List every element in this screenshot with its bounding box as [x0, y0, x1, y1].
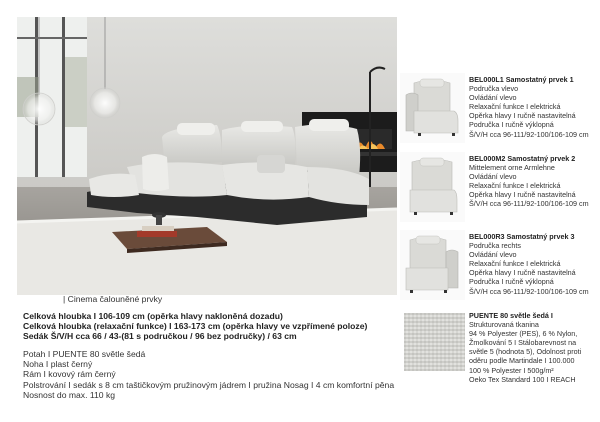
dimension-line-2: Celková hloubka (relaxační funkce) I 163-173 cm (opěrka hlavy ve vzpřímené poloze)	[23, 321, 368, 332]
living-room-scene	[17, 17, 397, 295]
module-2-line-1: Mittelement orne Armlehne	[469, 163, 555, 173]
fabric-line-4: světle 5 (hodnota 5), Odolnost proti	[469, 347, 582, 357]
spec-line-2: Noha I plast černý	[23, 359, 93, 370]
fabric-line-3: Žmolkování 5 I Stálobarevnost na	[469, 338, 577, 348]
spec-line-1: Potah I PUENTE 80 světle šedá	[23, 349, 146, 359]
module-3-image	[400, 230, 465, 300]
module-2-line-3: Relaxační funkce I elektrická	[469, 181, 561, 191]
dimensions-block	[23, 311, 367, 342]
module-3-line-3: Relaxační funkce I elektrická	[469, 259, 561, 269]
module-1-line-3: Relaxační funkce I elektrická	[469, 102, 561, 112]
fabric-line-7: Oeko Tex Standard 100 I REACH	[469, 374, 576, 384]
spec-line-5: Nosnost do max. 110 kg	[23, 389, 116, 400]
module-3-line-1: Područka rechts	[469, 241, 521, 251]
module-2-line-4: Opěrka hlavy I ručně nastavitelná	[469, 190, 576, 200]
spec-line-4: Polstrování I sedák s 8 cm taštičkovým pružinovým jádrem I pružina Nosag I 4 cm komfortní pěna	[23, 379, 395, 390]
fabric-line-1: Strukturovaná tkanina	[469, 320, 539, 330]
module-1-line-1: Područka vlevo	[469, 84, 519, 94]
fabric-info	[469, 311, 600, 384]
module-2-line-5: Š/V/H cca 96-111/92-100/106-109 cm	[469, 199, 589, 209]
spec-line-3: Rám I kovový rám černý	[23, 369, 116, 380]
module-2-title: BEL000M2 Samostatný prvek 2	[469, 154, 576, 163]
window	[17, 17, 87, 177]
section-title: | Cinema čalouněné prvky	[63, 294, 163, 304]
main-product-photo	[17, 17, 397, 295]
module-1-image	[400, 73, 465, 143]
fabric-swatch	[404, 313, 465, 371]
fabric-line-5: oděru podle Martindale I 100.000	[469, 356, 575, 366]
fabric-line-2: 94 % Polyester (PES), 6 % Nylon,	[469, 329, 578, 339]
specs-block	[23, 349, 394, 400]
dimension-line-1: Celková hloubka I 106-109 cm (opěrka hlavy nakloněná dozadu)	[23, 311, 283, 321]
module-1-line-5: Područka I ručně výklopná	[469, 120, 554, 130]
module-2-image	[400, 152, 465, 222]
module-3-title: BEL000R3 Samostatný prvek 3	[469, 232, 575, 241]
module-1-line-6: Š/V/H cca 96-111/92-100/106-109 cm	[469, 129, 589, 139]
module-3-line-2: Ovládání vlevo	[469, 250, 517, 260]
module-3-line-6: Š/V/H cca 96-111/92-100/106-109 cm	[469, 286, 589, 296]
fabric-line-6: 100 % Polyester I 500g/m²	[469, 365, 554, 375]
module-2-line-2: Ovládání vlevo	[469, 172, 517, 182]
module-3-line-5: Područka I ručně výklopná	[469, 277, 554, 287]
module-3-line-4: Opěrka hlavy I ručně nastavitelná	[469, 268, 576, 278]
fabric-title: PUENTE 80 světle šedá I	[469, 311, 553, 320]
module-1-line-2: Ovládání vlevo	[469, 93, 517, 103]
module-1-line-4: Opěrka hlavy I ručně nastavitelná	[469, 111, 576, 121]
module-1-title: BEL000L1 Samostatný prvek 1	[469, 75, 574, 84]
dimension-line-3: Sedák Š/V/H cca 66 / 43-(81 s područkou / 96 bez područky) / 63 cm	[23, 331, 297, 342]
